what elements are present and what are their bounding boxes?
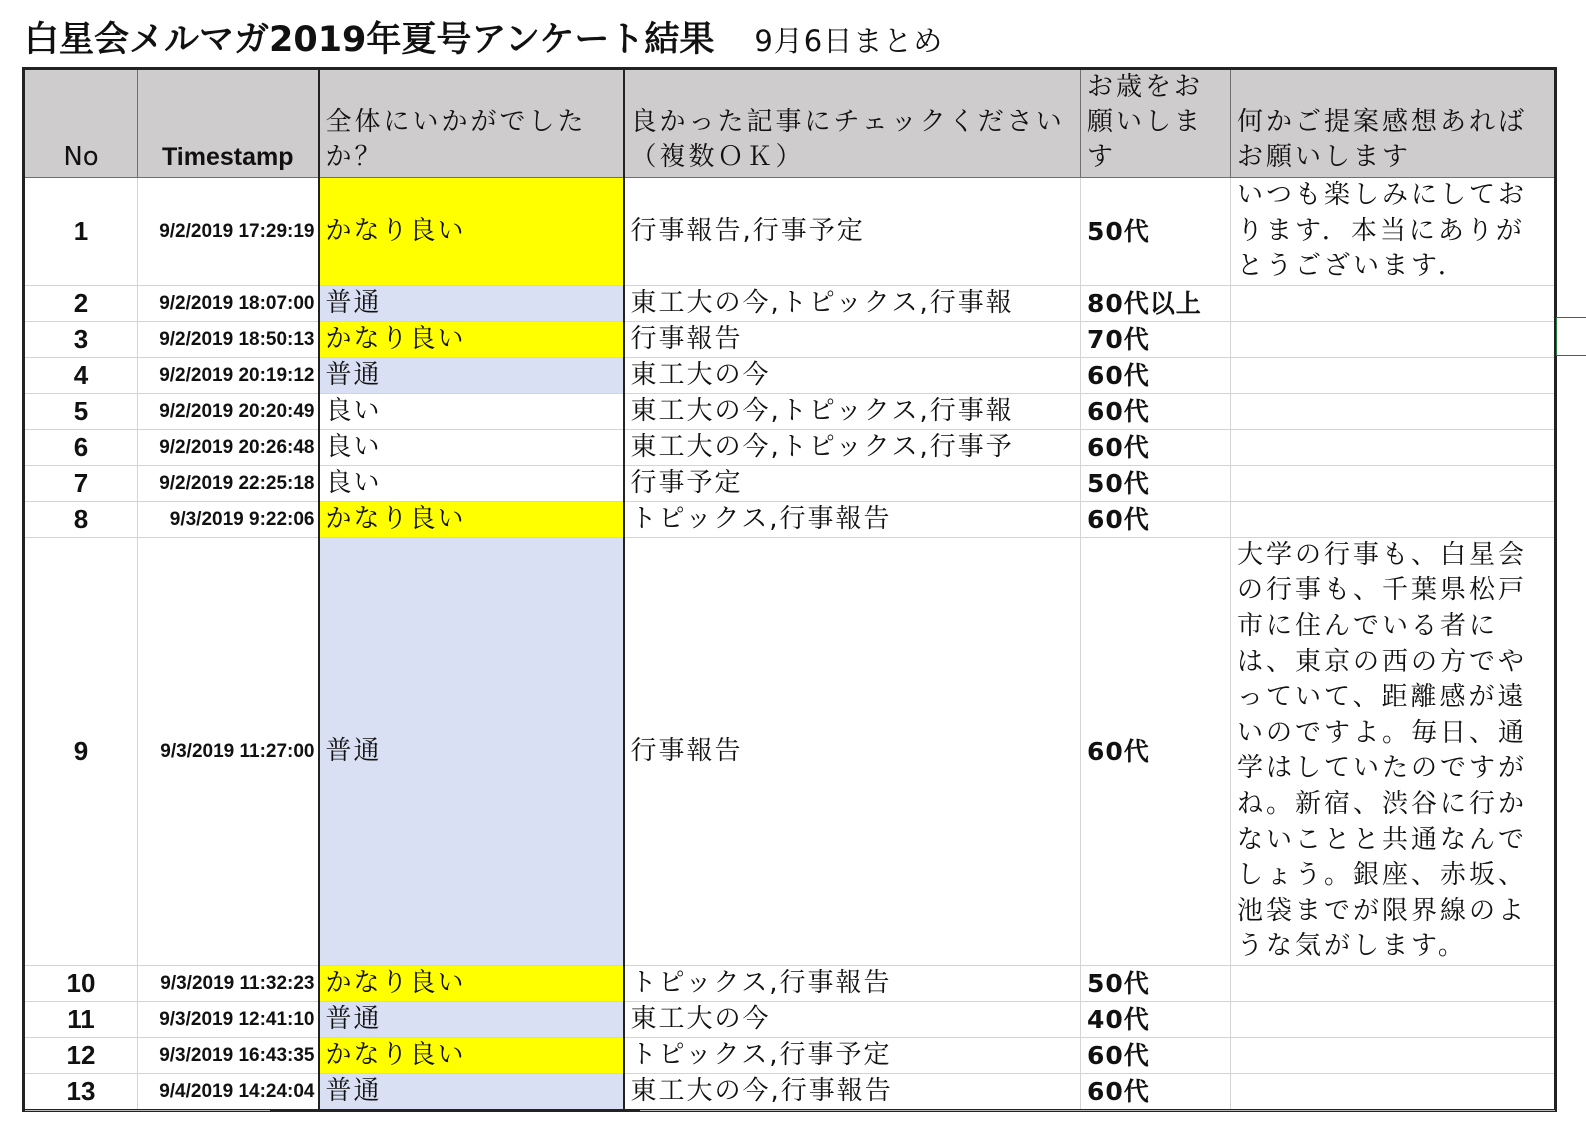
cell-timestamp[interactable]: 9/2/2019 20:19:12 bbox=[138, 357, 319, 393]
cell-age[interactable]: 60代 bbox=[1081, 357, 1231, 393]
cell-comment[interactable] bbox=[1231, 465, 1556, 501]
cell-articles[interactable]: 東工大の今,行事報告 bbox=[624, 1073, 1081, 1110]
header-rating[interactable]: 全体にいかがでしたか？ bbox=[319, 69, 624, 178]
cell-timestamp[interactable]: 9/3/2019 11:32:23 bbox=[138, 965, 319, 1001]
table-row bbox=[24, 537, 1556, 965]
cell-age[interactable]: 60代 bbox=[1081, 1037, 1231, 1073]
table-row bbox=[24, 1073, 1556, 1110]
cell-no[interactable]: 11 bbox=[24, 1001, 138, 1037]
cell-comment[interactable] bbox=[1231, 965, 1556, 1001]
header-row bbox=[24, 69, 1556, 178]
cell-rating[interactable]: 良い bbox=[319, 465, 624, 501]
table-row bbox=[24, 501, 1556, 537]
cell-timestamp[interactable]: 9/4/2019 14:24:04 bbox=[138, 1073, 319, 1110]
cell-no[interactable]: 4 bbox=[24, 357, 138, 393]
cell-timestamp[interactable]: 9/2/2019 18:50:13 bbox=[138, 321, 319, 357]
cell-no[interactable]: 3 bbox=[24, 321, 138, 357]
table-row bbox=[24, 357, 1556, 393]
cell-articles[interactable]: 行事報告 bbox=[624, 321, 1081, 357]
cell-comment[interactable] bbox=[1231, 429, 1556, 465]
cell-no[interactable]: 12 bbox=[24, 1037, 138, 1073]
sheet-subtitle: 9月6日まとめ bbox=[754, 24, 944, 58]
cell-timestamp[interactable]: 9/2/2019 22:25:18 bbox=[138, 465, 319, 501]
cell-no[interactable]: 2 bbox=[24, 285, 138, 321]
cell-rating[interactable]: 普通 bbox=[319, 285, 624, 321]
cell-rating[interactable]: 普通 bbox=[319, 1001, 624, 1037]
table-row bbox=[24, 429, 1556, 465]
cell-age[interactable]: 50代 bbox=[1081, 178, 1231, 286]
cell-comment[interactable] bbox=[1231, 1073, 1556, 1110]
cell-age[interactable]: 60代 bbox=[1081, 393, 1231, 429]
survey-results-table bbox=[22, 67, 1557, 1112]
cell-rating[interactable]: かなり良い bbox=[319, 1037, 624, 1073]
cell-rating[interactable]: 良い bbox=[319, 393, 624, 429]
cell-comment[interactable] bbox=[1231, 1037, 1556, 1073]
cell-timestamp[interactable]: 9/3/2019 11:27:00 bbox=[138, 537, 319, 965]
cell-comment[interactable] bbox=[1231, 285, 1556, 321]
table-row bbox=[24, 285, 1556, 321]
cell-articles[interactable]: 行事報告,行事予定 bbox=[624, 178, 1081, 286]
cell-articles[interactable]: 東工大の今 bbox=[624, 1001, 1081, 1037]
table-row bbox=[24, 465, 1556, 501]
sheet-title: 白星会メルマガ2019年夏号アンケート結果 bbox=[24, 20, 715, 60]
cell-no[interactable]: 10 bbox=[24, 965, 138, 1001]
table-row bbox=[24, 393, 1556, 429]
cell-articles[interactable]: 行事予定 bbox=[624, 465, 1081, 501]
cell-comment[interactable]: いつも楽しみにしております．本当にありがとうございます． bbox=[1231, 178, 1556, 286]
cell-age[interactable]: 80代以上 bbox=[1081, 285, 1231, 321]
cell-articles[interactable]: トピックス,行事予定 bbox=[624, 1037, 1081, 1073]
cell-comment[interactable]: 大学の行事も、白星会の行事も、千葉県松戸市に住んでいる者には、東京の西の方でやっていて、距離感が遠いのですよ。毎日、通学はしていたのですがね。新宿、渋谷に行かないことと共通なんでしょう。銀座、赤坂、池袋までが限界線のような気がします。 bbox=[1231, 537, 1556, 965]
header-comment[interactable]: 何かご提案感想あればお願いします bbox=[1231, 69, 1556, 178]
cell-age[interactable]: 60代 bbox=[1081, 429, 1231, 465]
cell-articles[interactable]: 東工大の今 bbox=[624, 357, 1081, 393]
sheet-bottom-edge bbox=[25, 1110, 270, 1123]
cell-rating[interactable]: 普通 bbox=[319, 357, 624, 393]
cell-timestamp[interactable]: 9/3/2019 9:22:06 bbox=[138, 501, 319, 537]
cell-rating[interactable]: 良い bbox=[319, 429, 624, 465]
cell-articles[interactable]: トピックス,行事報告 bbox=[624, 965, 1081, 1001]
header-timestamp[interactable]: Timestamp bbox=[138, 69, 319, 178]
cell-timestamp[interactable]: 9/2/2019 20:26:48 bbox=[138, 429, 319, 465]
cell-articles[interactable]: 東工大の今,トピックス,行事報 bbox=[624, 285, 1081, 321]
cell-age[interactable]: 70代 bbox=[1081, 321, 1231, 357]
cell-selection-marker bbox=[1556, 317, 1586, 356]
cell-no[interactable]: 7 bbox=[24, 465, 138, 501]
table-row bbox=[24, 1037, 1556, 1073]
table-row bbox=[24, 321, 1556, 357]
cell-comment[interactable] bbox=[1231, 1001, 1556, 1037]
cell-articles[interactable]: トピックス,行事報告 bbox=[624, 501, 1081, 537]
cell-no[interactable]: 9 bbox=[24, 537, 138, 965]
cell-rating[interactable]: かなり良い bbox=[319, 501, 624, 537]
cell-no[interactable]: 13 bbox=[24, 1073, 138, 1110]
cell-articles[interactable]: 東工大の今,トピックス,行事報 bbox=[624, 393, 1081, 429]
cell-no[interactable]: 1 bbox=[24, 178, 138, 286]
table-row bbox=[24, 178, 1556, 286]
cell-articles[interactable]: 行事報告 bbox=[624, 537, 1081, 965]
cell-age[interactable]: 40代 bbox=[1081, 1001, 1231, 1037]
header-no[interactable]: No bbox=[24, 69, 138, 178]
cell-articles[interactable]: 東工大の今,トピックス,行事予 bbox=[624, 429, 1081, 465]
cell-age[interactable]: 60代 bbox=[1081, 1073, 1231, 1110]
cell-rating[interactable]: 普通 bbox=[319, 537, 624, 965]
cell-comment[interactable] bbox=[1231, 393, 1556, 429]
cell-age[interactable]: 50代 bbox=[1081, 965, 1231, 1001]
cell-comment[interactable] bbox=[1231, 321, 1556, 357]
cell-age[interactable]: 60代 bbox=[1081, 537, 1231, 965]
cell-comment[interactable] bbox=[1231, 357, 1556, 393]
cell-rating[interactable]: かなり良い bbox=[319, 321, 624, 357]
header-articles[interactable]: 良かった記事にチェックください（複数ＯＫ） bbox=[624, 69, 1081, 178]
cell-rating[interactable]: かなり良い bbox=[319, 965, 624, 1001]
cell-no[interactable]: 6 bbox=[24, 429, 138, 465]
cell-rating[interactable]: かなり良い bbox=[319, 178, 624, 286]
cell-no[interactable]: 8 bbox=[24, 501, 138, 537]
cell-timestamp[interactable]: 9/3/2019 16:43:35 bbox=[138, 1037, 319, 1073]
cell-timestamp[interactable]: 9/3/2019 12:41:10 bbox=[138, 1001, 319, 1037]
cell-timestamp[interactable]: 9/2/2019 17:29:19 bbox=[138, 178, 319, 286]
cell-age[interactable]: 60代 bbox=[1081, 501, 1231, 537]
cell-no[interactable]: 5 bbox=[24, 393, 138, 429]
cell-timestamp[interactable]: 9/2/2019 20:20:49 bbox=[138, 393, 319, 429]
cell-rating[interactable]: 普通 bbox=[319, 1073, 624, 1110]
cell-timestamp[interactable]: 9/2/2019 18:07:00 bbox=[138, 285, 319, 321]
sheet-bottom-edge bbox=[640, 1110, 1555, 1123]
table-row bbox=[24, 965, 1556, 1001]
table-row bbox=[24, 1001, 1556, 1037]
sheet-title-row bbox=[24, 12, 943, 58]
cell-comment[interactable] bbox=[1231, 501, 1556, 537]
cell-age[interactable]: 50代 bbox=[1081, 465, 1231, 501]
header-age[interactable]: お歳をお願いします bbox=[1081, 69, 1231, 178]
